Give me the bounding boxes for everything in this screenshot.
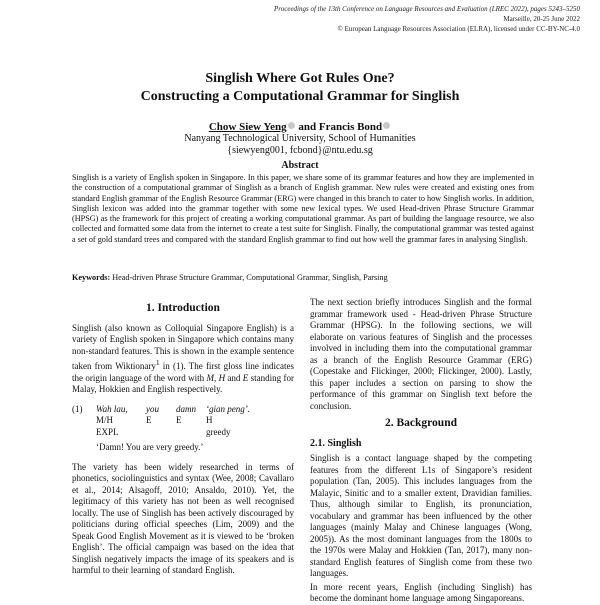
example-translation: ‘Damn! You are very greedy.’ (96, 442, 204, 452)
keywords-text: Head-driven Phrase Structure Grammar, Computational Grammar, Singlish, Parsing (110, 273, 388, 282)
example-1 (72, 404, 294, 454)
abstract-text: Singlish is a variety of English spoken in Singapore. In this paper, we share some of its grammar features and how they are implemented in the construction of a computational grammar of Singlish as a branch of English grammar. New rules were created and existing ones from standard English grammar of the English Resource Grammar (ERG) were changed in this branch to cater to how Singlish works. In addition, Singlish lexicon was added into the grammar together with some new lexical types. We used Head-driven Phrase Structure Grammar (HPSG) as the framework for this project of creating a working computational grammar. As part of building the language resource, we also collected and formatted some data from the internet to create a test suite for Singlish. Finally, the computational grammar was tested against a set of gold standard trees and compared with the standard English grammar to find out how well the grammar fares in analysing Singlish. (72, 173, 534, 244)
example-line-origin (72, 415, 294, 427)
section-introduction-heading: 1. Introduction (146, 302, 220, 314)
example-word-4: ‘gian peng’. (206, 403, 250, 414)
title-line-2: Constructing a Computational Grammar for Singlish (140, 89, 460, 104)
intro-text-a: Singlish (also known as Colloquial Singapore English) is a variety of English spoken in Singapore which contains many non-standard features. This is shown in the example sentence taken from Wiktionary (72, 322, 294, 371)
left-column (72, 297, 294, 577)
intro-paragraph-1 (72, 323, 294, 396)
example-word-2: you (146, 403, 159, 414)
intro-h: H (218, 372, 226, 383)
intro-text-c: , (213, 372, 219, 383)
subsection-singlish-heading: 2.1. Singlish (310, 437, 362, 449)
author-bond[interactable]: Francis Bond (318, 121, 383, 133)
footnote-marker[interactable]: 1 (155, 358, 160, 367)
section-background-heading: 2. Background (384, 417, 457, 429)
intro-text-d: and (225, 372, 243, 383)
example-word-1: Wah lau, (96, 403, 128, 414)
example-line-gloss (72, 427, 294, 439)
author-emails[interactable]: {siewyeng001, fcbond}@ntu.edu.sg (227, 145, 373, 156)
intro-paragraph-2: The variety has been widely researched in terms of phonetics, sociolinguistics and syntax (Wee, 2008; Cavallaro et al., 2014; Alsagoff, 2010; Ansaldo, 2010). Yet, the legitimacy of this variety has not been as well recognised locally. The use of Singlish has been actively discouraged by politicians during official speeches (Lim, 2009) and the Speak Good English Movement as it is viewed to be ‘broken English’. The official campaign was based on the idea that Singlish negatively impacts the image of its speakers and is harmful to their learning of standard English. (72, 461, 294, 575)
gloss-meaning-1: EXPL (96, 426, 119, 437)
author-block (0, 121, 600, 157)
intro-text-f: standing for Malay, Hokkien and English respectively. (72, 372, 295, 394)
header-line-3: © European Language Resources Association (ELRA), licensed under CC-BY-NC-4.0 (337, 25, 580, 33)
gloss-meaning-4: greedy (206, 426, 231, 437)
header-line-2: Marseille, 20-25 June 2022 (503, 15, 580, 23)
orcid-icon[interactable] (288, 122, 295, 129)
background-paragraph-2: In more recent years, English (including Singlish) has become the dominant home language among Singaporeans. (310, 581, 532, 603)
gloss-origin-4: H (206, 415, 213, 425)
proceedings-header (274, 4, 580, 34)
author-chow[interactable]: Chow Siew Yeng (208, 121, 287, 133)
gloss-origin-1: M/H (96, 415, 114, 425)
author-and: and (295, 121, 319, 133)
keywords-label: Keywords: (72, 273, 111, 282)
orcid-icon[interactable] (383, 122, 390, 129)
title-line-1: Singlish Where Got Rules One? (205, 71, 395, 86)
keywords (72, 273, 542, 283)
abstract-heading: Abstract (281, 160, 319, 171)
intro-m: M (206, 372, 214, 383)
gloss-origin-3: E (176, 415, 182, 425)
intro-e: E (242, 372, 249, 383)
background-paragraph-1: Singlish is a contact language shaped by the competing features from the different L1s of Singapore’s resident population (Tan, 2005). This includes languages from the Malayic, Sinitic and to a smaller extent, Dravidian families. Thus, although similar to English, its pronunciation, vocabulary and grammar has been influenced by the other languages (mainly Malay and Chinese languages (Wong, 2005)). As the most dominant languages from the 1800s to the 1970s were Malay and Hokkien (Tan, 2017), many non-standard English features of Singlish come from these two languages. (310, 453, 532, 578)
intro-text-b: in (1). The first gloss line indicates the origin language of the word with (72, 361, 295, 383)
header-line-1: Proceedings of the 13th Conference on Language Resources and Evaluation (LREC 2022), pages 5243–5250 (273, 5, 580, 13)
example-word-3: damn (176, 403, 196, 414)
overview-paragraph: The next section briefly introduces Singlish and the formal grammar framework used - Head-driven Phrase Structure Grammar (HPSG). In the following sections, we will elaborate on various features of Singlish and the processes involved in including them into the computational grammar as a branch of the English Resource Grammar (ERG) (Copestake and Flickinger, 2000; Flickinger, 2000). Lastly, this paper includes a section on parsing to show the performance of this grammar on Singlish text before the conclusion. (310, 297, 532, 411)
paper-title (0, 70, 600, 106)
gloss-origin-2: E (146, 415, 152, 425)
right-column (310, 297, 532, 605)
example-line-words (72, 404, 294, 416)
example-number: (1) (72, 403, 83, 414)
author-names (0, 121, 600, 133)
affiliation: Nanyang Technological University, School of Humanities (184, 133, 416, 144)
